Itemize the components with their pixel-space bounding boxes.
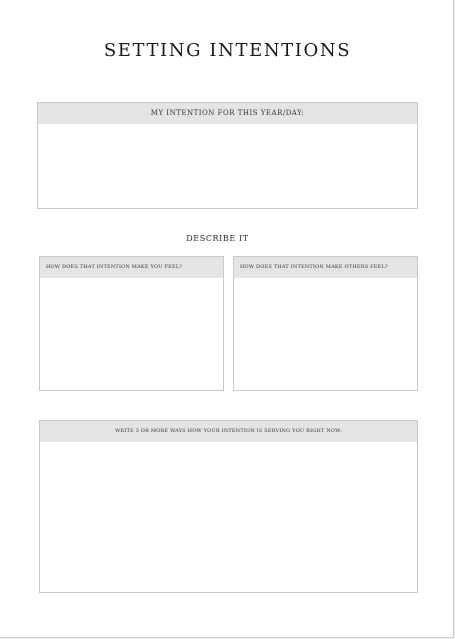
serving-writing-area[interactable] [40,442,417,592]
intention-box-label: MY INTENTION FOR THIS YEAR/DAY: [38,103,417,124]
feel-box [39,256,224,391]
serving-box [39,420,418,593]
others-feel-writing-area[interactable] [234,278,417,390]
others-feel-box-label: HOW DOES THAT INTENTION MAKE OTHERS FEEL? [234,257,417,278]
feel-writing-area[interactable] [40,278,223,390]
page-title: SETTING INTENTIONS [103,40,352,61]
intention-box [37,102,418,209]
intention-writing-area[interactable] [38,124,417,208]
others-feel-box [233,256,418,391]
describe-heading: DESCRIBE IT [186,234,249,243]
feel-box-label: HOW DOES THAT INTENTION MAKE YOU FEEL? [40,257,223,278]
serving-box-label: WRITE 3 OR MORE WAYS HOW YOUR INTENTION IS SERVING YOU RIGHT NOW: [40,421,417,442]
